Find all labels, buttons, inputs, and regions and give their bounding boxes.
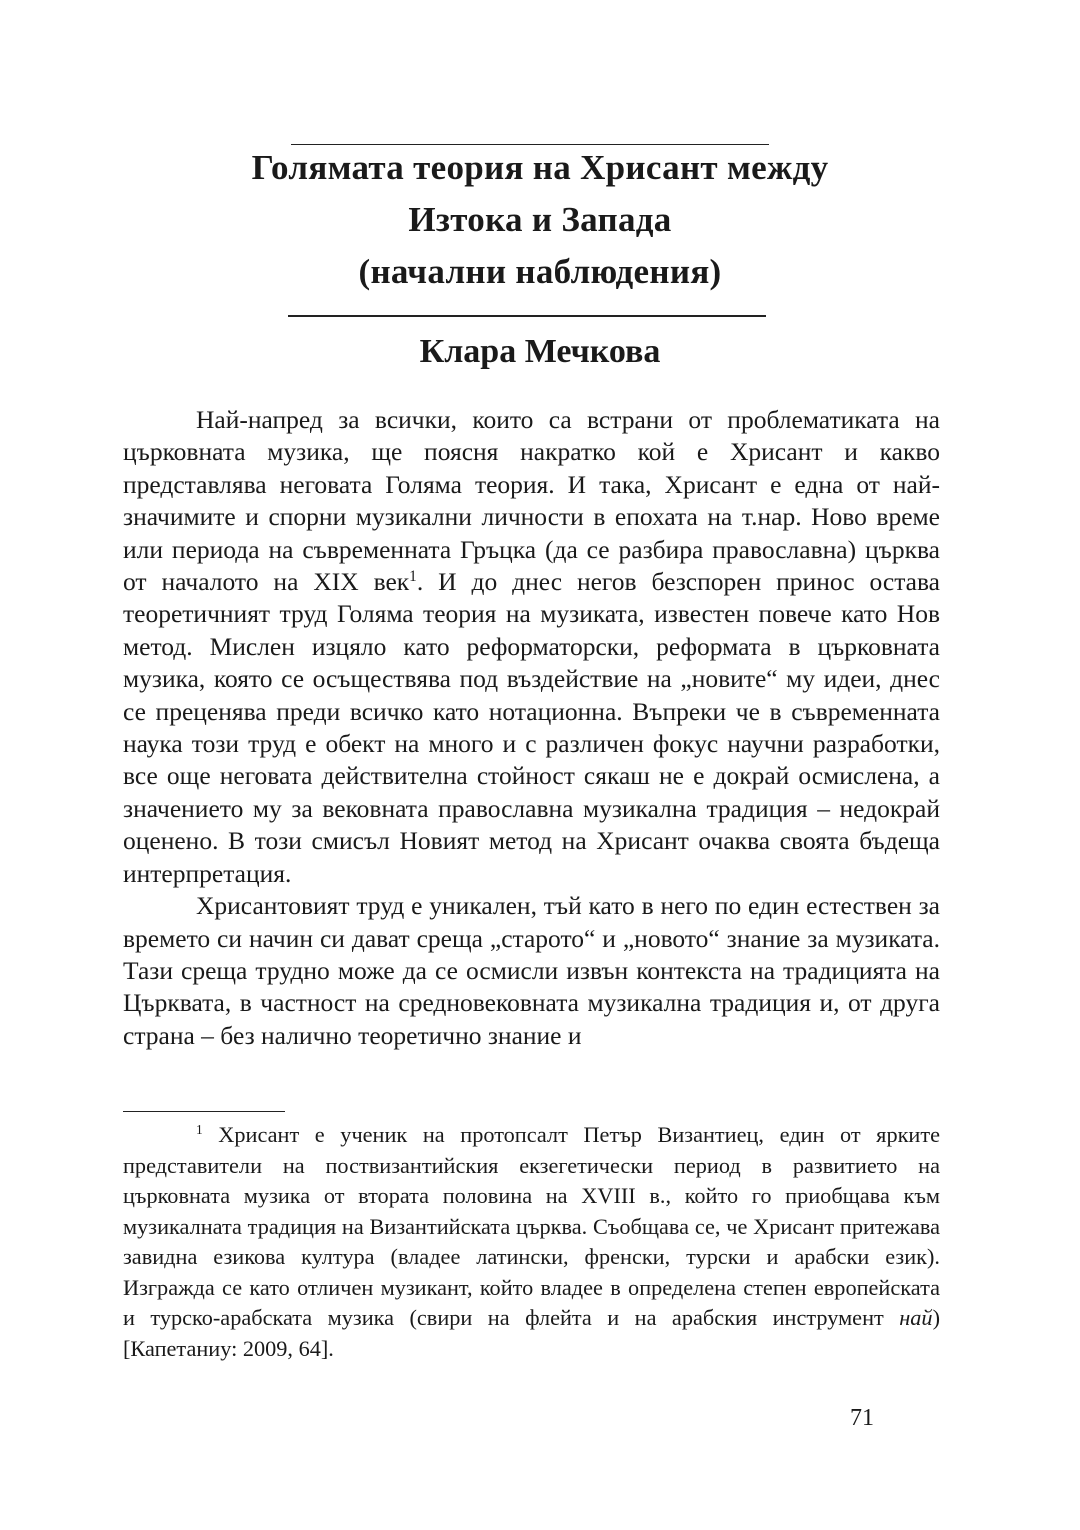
footnote-text-b: ) [Капетаниу: 2009, 64]. <box>123 1305 940 1361</box>
author-name: Клара Мечкова <box>419 333 661 370</box>
author-separator-rule <box>288 315 766 317</box>
paragraph-1-text-b: . И до днес негов безспорен принос остава теоретичният труд Голяма теория на музиката, известен повече като Нов метод. Мислен изцяло като реформаторски, реформата в църковната музика, която се осъществява под въздействие на „новите“ му идеи, днес се преценява преди всичко като нотационна. Въпреки че в съвременната наука този труд е обект на много и с различен фокус научни разработки, все още неговата действителна стойност сякаш не е докрай осмислена, а значението му за вековната православна музикална традиция – недокрай оценено. В този смисъл Новият метод на Хрисант очаква своята бъдеща интерпретация. <box>123 567 940 888</box>
footnote <box>123 1120 940 1364</box>
body-text <box>123 404 940 1052</box>
footnote-text-a: Хрисант е ученик на протопсалт Петър Византиец, един от ярките представители на поствизантийския екзегетически период в развитието на църковната музика от втората половина на XVIII в., който го приобщава към музикалната традиция на Византийската църква. Съобщава се, че Хрисант притежава завидна езикова култура (владее латински, френски, турски и арабски език). Изгражда се като отличен музикант, който владее в определена степен европейската и турско-арабската музика (свири на флейта и на арабския инструмент <box>123 1122 940 1330</box>
footnote-italic-term: най <box>899 1305 933 1330</box>
footnote-number: 1 <box>196 1121 203 1137</box>
footnote-separator-rule <box>123 1111 285 1112</box>
title-line-1: Голямата теория на Хрисант между <box>251 148 829 187</box>
paragraph-1-text-a: Най-напред за всички, които са встрани от проблематиката на църковната музика, ще поясня накратко кой е Хрисант и какво представлява неговата Голяма теория. И така, Хрисант е една от най-значимите и спорни музикални личности в епохата на т.нар. Ново време или периода на съвременната Гръцка (да се разбира православна) църква от началото на XIX век <box>123 405 940 597</box>
paragraph-1 <box>123 404 940 890</box>
title-line-2: Изтока и Запада <box>408 200 672 239</box>
title-line-3: (начални наблюдения) <box>358 252 722 291</box>
article-title <box>120 142 960 298</box>
page-number: 71 <box>850 1405 874 1431</box>
footnote-reference[interactable]: 1 <box>409 567 417 585</box>
paragraph-2: Хрисантовият труд е уникален, тъй като в него по един естествен за времето си начин си дават среща „старото“ и „новото“ знание за музиката. Тази среща трудно може да се осмисли извън контекста на традицията на Църквата, в частност на средновековната музикална традиция и, от друга страна – без налично теоретично знание и <box>123 891 940 1050</box>
footnote-1 <box>123 1120 940 1364</box>
